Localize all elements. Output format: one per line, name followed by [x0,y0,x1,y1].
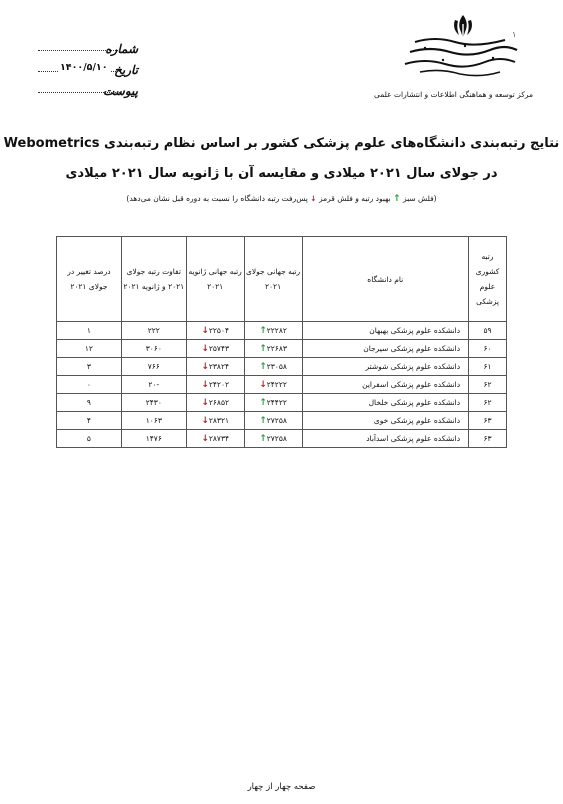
july-cell [244,412,302,430]
july-value: ۲۷۲۵۸ [266,433,287,443]
red-down-arrow-icon: ↓ [201,379,209,390]
university-name-cell: دانشکده علوم پزشکی خلخال [302,394,469,412]
july-value: ۲۲۲۸۲ [266,325,287,335]
jan-cell [186,412,244,430]
date-label: تاریخ [114,63,138,77]
table-row [57,322,507,340]
green-up-arrow-icon: ↑ [259,415,267,426]
july-value: ۲۳۰۵۸ [266,361,287,371]
jan-cell [186,322,244,340]
rank-diff-cell: ۳۰۶۰ [121,340,186,358]
rank-diff-cell: ۱۴۷۶ [121,430,186,448]
header-world-rank-july: رتبه جهانی جولای ۲۰۲۱ [244,237,302,322]
university-name-cell: دانشکده علوم پزشکی بهبهان [302,322,469,340]
percent-change-cell: ۹ [57,394,122,412]
july-cell [244,322,302,340]
rank-cell: ۶۲ [469,376,507,394]
header-rank-diff: تفاوت رتبه جولای ۲۰۲۱ و ژانویه ۲۰۲۱ [121,237,186,322]
jan-cell [186,340,244,358]
green-arrow-icon: ↑ [393,194,401,204]
green-up-arrow-icon: ↑ [259,397,267,408]
percent-change-cell: ۰ [57,376,122,394]
jan-cell [186,376,244,394]
number-label: شماره [105,42,138,56]
table-row [57,376,507,394]
jan-cell [186,430,244,448]
table-row [57,340,507,358]
july-cell [244,358,302,376]
percent-change-cell: ۵ [57,430,122,448]
rank-diff-cell: -۲۰ [121,376,186,394]
university-name-cell: دانشکده علوم پزشکی اسدآباد [302,430,469,448]
rank-diff-cell: ۲۴۳۰ [121,394,186,412]
number-field [38,42,138,56]
university-name-cell: دانشکده علوم پزشکی شوشتر [302,358,469,376]
july-cell [244,394,302,412]
july-cell [244,430,302,448]
rank-diff-cell: ۲۲۲ [121,322,186,340]
july-value: ۲۲۶۸۳ [266,343,287,353]
attach-label: پیوست [103,84,138,98]
rank-cell: ۶۲ [469,394,507,412]
university-name-cell: دانشکده علوم پزشکی سیرجان [302,340,469,358]
jan-value: ۲۶۸۵۲ [208,397,230,407]
table-row [57,412,507,430]
percent-change-cell: ۴ [57,412,122,430]
header-percent-change: درصد تغییر در جولای ۲۰۲۱ [57,237,122,322]
rank-cell: ۶۳ [469,430,507,448]
percent-change-cell: ۱ [57,322,122,340]
title-line-1: نتایج رتبه‌بندی دانشگاه‌های علوم پزشکی کشور بر اساس نظام رتبه‌بندی Webometrics [3,136,560,151]
green-up-arrow-icon: ↑ [259,361,267,372]
attach-field [38,84,138,98]
red-down-arrow-icon: ↓ [201,397,209,408]
red-down-arrow-icon: ↓ [201,415,209,426]
legend-note [0,194,563,204]
rank-cell: ۵۹ [469,322,507,340]
jan-value: ۲۲۵۰۴ [208,325,230,335]
note-part-1: (فلش سبز [400,194,437,203]
jan-value: ۲۴۲۰۲ [208,379,230,389]
red-down-arrow-icon: ↓ [201,325,209,336]
title-line-2: در جولای سال ۲۰۲۱ میلادی و مقایسه آن با ژانویه سال ۲۰۲۱ میلادی [65,166,498,181]
header-national-rank: رتبه کشوری علوم پزشکی [469,237,507,322]
table-header-row [57,237,507,322]
date-field [38,63,138,77]
header-university-name: نام دانشگاه [302,237,469,322]
note-part-2: بهبود رتبه و فلش قرمز [316,194,394,203]
percent-change-cell: ۱۲ [57,340,122,358]
green-up-arrow-icon: ↑ [259,325,267,336]
corner-mark: ۱ [512,30,517,39]
rank-cell: ۶۳ [469,412,507,430]
university-name-cell: دانشکده علوم پزشکی خوی [302,412,469,430]
jan-value: ۲۸۷۳۴ [208,433,230,443]
july-cell [244,376,302,394]
ranking-table [56,236,507,448]
july-value: ۲۷۲۵۸ [266,415,287,425]
percent-change-cell: ۳ [57,358,122,376]
rank-cell: ۶۱ [469,358,507,376]
jan-value: ۲۳۸۲۴ [208,361,230,371]
red-down-arrow-icon: ↓ [201,343,209,354]
red-down-arrow-icon: ↓ [201,361,209,372]
rank-cell: ۶۰ [469,340,507,358]
july-value: ۲۴۲۲۲ [266,379,287,389]
org-line: مرکز توسعه و هماهنگی اطلاعات و انتشارات علمی [374,90,533,99]
red-down-arrow-icon: ↓ [259,379,267,390]
table-row [57,358,507,376]
date-value: ۱۴۰۰/۵/۱۰ [60,62,108,73]
header-world-rank-jan: رتبه جهانی ژانویه ۲۰۲۱ [186,237,244,322]
number-dotted-line [38,50,120,51]
note-part-3: پس‌رفت رتبه دانشگاه را نسبت به دوره قبل نشان می‌دهد) [126,194,311,203]
page-footer: صفحه چهار از چهار [247,782,316,792]
ministry-logo [395,34,525,82]
university-name-cell: دانشکده علوم پزشکی اسفراین [302,376,469,394]
jan-cell [186,394,244,412]
attach-dotted-line [38,92,120,93]
jan-value: ۲۵۷۴۳ [208,343,230,353]
green-up-arrow-icon: ↑ [259,343,267,354]
table-row [57,394,507,412]
jan-cell [186,358,244,376]
green-up-arrow-icon: ↑ [259,433,267,444]
july-cell [244,340,302,358]
red-down-arrow-icon: ↓ [201,433,209,444]
july-value: ۲۴۴۲۲ [266,397,287,407]
jan-value: ۲۸۳۲۱ [208,415,230,425]
red-arrow-icon: ↓ [310,194,317,203]
rank-diff-cell: ۱۰۶۳ [121,412,186,430]
rank-diff-cell: ۷۶۶ [121,358,186,376]
table-row [57,430,507,448]
